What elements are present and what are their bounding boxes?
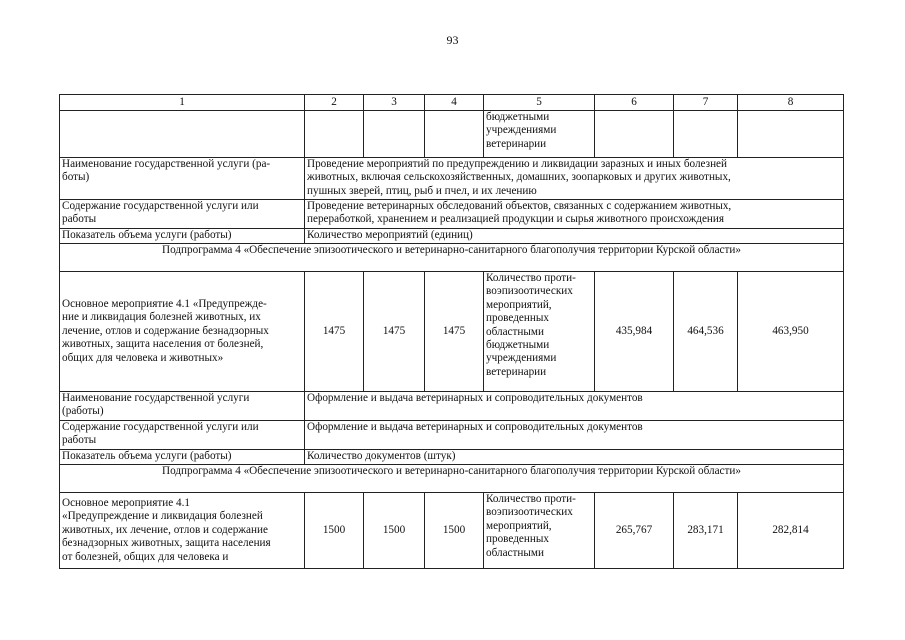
- service-name-row: [60, 392, 844, 421]
- header-col-8: 8: [738, 95, 844, 111]
- service-content-label: Содержание государственной услуги или работы: [60, 421, 305, 450]
- cont-col-6: [595, 111, 674, 158]
- measure-col-7: 464,536: [674, 272, 738, 392]
- indicator-row: [60, 450, 844, 465]
- measure-name: Основное мероприятие 4.1 «Предупрежде- ние и ликвидация болезней животных, их лечение, отлов и содержание безнадзорных животных, защита населения от болезней, общих для человека и животных»: [60, 272, 305, 392]
- subprogram-row: [60, 465, 844, 493]
- header-col-2: 2: [305, 95, 364, 111]
- measure-col-4: 1475: [425, 272, 484, 392]
- measure-name: Основное мероприятие 4.1 «Предупреждение и ликвидация болезней животных, их лечение, отлов и содержание безнадзорных животных, защита населения от болезней, общих для человека и: [60, 493, 305, 569]
- header-col-6: 6: [595, 95, 674, 111]
- subprogram-title: Подпрограмма 4 «Обеспечение эпизоотического и ветеринарно-санитарного благополучия территории Курской области»: [60, 244, 844, 272]
- continuation-row: [60, 111, 844, 158]
- service-content-value: Оформление и выдача ветеринарных и сопроводительных документов: [305, 421, 844, 450]
- header-col-5: 5: [484, 95, 595, 111]
- service-name-value: Проведение мероприятий по предупреждению и ликвидации заразных и иных болезней животных, включая сельскохозяйственных, домашних, зоопарковых и других животных, пушных зверей, птиц, рыб и пчел, и их лечению: [305, 158, 844, 200]
- measure-col-8: 282,814: [738, 493, 844, 569]
- subprogram-title: Подпрограмма 4 «Обеспечение эпизоотического и ветеринарно-санитарного благополучия территории Курской области»: [60, 465, 844, 493]
- service-name-row: [60, 158, 844, 200]
- measure-col-2: 1500: [305, 493, 364, 569]
- measure-col-8: 463,950: [738, 272, 844, 392]
- service-name-label: Наименование государственной услуги (ра- боты): [60, 158, 305, 200]
- measure-row: [60, 272, 844, 392]
- service-content-value: Проведение ветеринарных обследований объектов, связанных с содержанием животных, переработкой, хранением и реализацией продукции и сырья животного происхождения: [305, 200, 844, 229]
- subprogram-row: [60, 244, 844, 272]
- cont-col-2: [305, 111, 364, 158]
- measure-row: [60, 493, 844, 569]
- measure-col-4: 1500: [425, 493, 484, 569]
- service-name-value: Оформление и выдача ветеринарных и сопроводительных документов: [305, 392, 844, 421]
- indicator-label: Показатель объема услуги (работы): [60, 229, 305, 244]
- header-col-4: 4: [425, 95, 484, 111]
- service-content-row: [60, 200, 844, 229]
- measure-col-5: Количество проти- воэпизоотических мероприятий, проведенных областными бюджетными учреждениями ветеринарии: [484, 272, 595, 392]
- page-number: 93: [446, 33, 459, 47]
- indicator-value: Количество мероприятий (единиц): [305, 229, 844, 244]
- measure-col-3: 1475: [364, 272, 425, 392]
- header-col-3: 3: [364, 95, 425, 111]
- service-content-label: Содержание государственной услуги или работы: [60, 200, 305, 229]
- cont-col-5: бюджетными учреждениями ветеринарии: [484, 111, 595, 158]
- service-name-label: Наименование государственной услуги (работы): [60, 392, 305, 421]
- cont-col-4: [425, 111, 484, 158]
- indicator-row: [60, 229, 844, 244]
- measure-col-2: 1475: [305, 272, 364, 392]
- cont-col-3: [364, 111, 425, 158]
- cont-col-8: [738, 111, 844, 158]
- service-content-row: [60, 421, 844, 450]
- measure-col-6: 435,984: [595, 272, 674, 392]
- header-col-7: 7: [674, 95, 738, 111]
- measure-col-3: 1500: [364, 493, 425, 569]
- header-row: [60, 95, 844, 111]
- program-table: [59, 94, 844, 569]
- measure-col-5: Количество проти- воэпизоотических мероприятий, проведенных областными: [484, 493, 595, 569]
- measure-col-7: 283,171: [674, 493, 738, 569]
- cont-col-1: [60, 111, 305, 158]
- measure-col-6: 265,767: [595, 493, 674, 569]
- indicator-value: Количество документов (штук): [305, 450, 844, 465]
- indicator-label: Показатель объема услуги (работы): [60, 450, 305, 465]
- cont-col-7: [674, 111, 738, 158]
- header-col-1: 1: [60, 95, 305, 111]
